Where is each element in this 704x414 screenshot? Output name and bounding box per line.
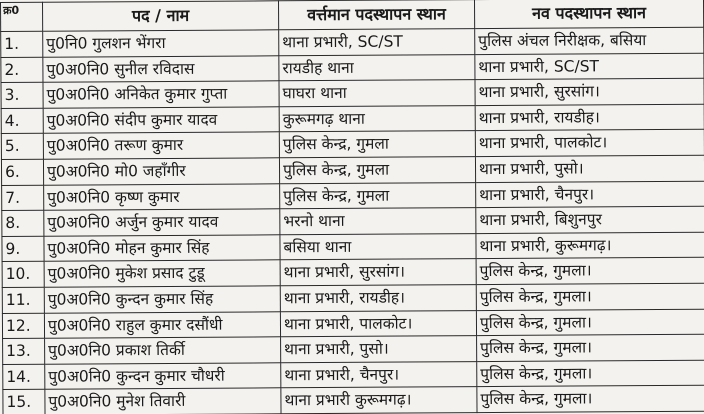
current-posting-cell: भरनो थाना [280, 208, 476, 235]
name-cell: पु0अ0नि0 राहुल कुमार दसौंधी [44, 311, 280, 338]
table-row [2, 232, 704, 262]
serial-cell: 5. [1, 134, 43, 160]
new-posting-cell: थाना प्रभारी, पालकोट। [475, 130, 704, 157]
name-cell: पु0अ0नि0 सुनील रविदास [43, 55, 279, 82]
serial-cell: 7. [2, 185, 44, 211]
current-posting-cell: घाघरा थाना [279, 80, 475, 107]
current-posting-cell: थाना प्रभारी, रायडीह। [280, 285, 476, 312]
serial-cell: 12. [2, 313, 44, 339]
current-posting-cell: रायडीह थाना [279, 54, 475, 81]
table-header-row [1, 0, 704, 31]
name-cell: पु0अ0नि0 मुनेश तिवारी [45, 388, 281, 414]
current-posting-cell: थाना प्रभारी, चैनपुर। [281, 361, 477, 388]
name-cell: पु0अ0नि0 संदीप कुमार यादव [43, 107, 279, 134]
current-posting-cell: थाना प्रभारी, पुसो। [281, 336, 477, 363]
name-cell: पु0अ0नि0 कुन्दन कुमार चौधरी [45, 363, 281, 390]
current-posting-cell: थाना प्रभारी, सुरसांग। [280, 259, 476, 286]
new-posting-cell: पुलिस केन्द्र, गुमला। [476, 258, 704, 285]
serial-cell: 1. [1, 31, 43, 57]
name-cell: पु0नि0 गुलशन भेंगरा [43, 30, 279, 57]
header-name: पद / नाम [43, 1, 279, 31]
name-cell: पु0अ0नि0 मुकेश प्रसाद टुडू [44, 260, 280, 287]
new-posting-cell: थाना प्रभारी, चैनपुर। [476, 181, 704, 208]
current-posting-cell: थाना प्रभारी, SC/ST [279, 29, 475, 56]
table-row [1, 130, 704, 160]
name-cell: पु0अ0नि0 तरूण कुमार [43, 132, 279, 159]
serial-cell: 9. [2, 236, 44, 262]
serial-cell: 3. [1, 82, 43, 108]
serial-cell: 13. [3, 338, 45, 364]
new-posting-cell: पुलिस केन्द्र, गुमला। [477, 360, 704, 387]
serial-cell: 4. [1, 108, 43, 134]
table-row [2, 206, 704, 236]
current-posting-cell: पुलिस केन्द्र, गुमला [279, 157, 475, 184]
serial-cell: 2. [1, 57, 43, 83]
serial-cell: 11. [2, 287, 44, 313]
serial-cell: 15. [3, 390, 45, 414]
name-cell: पु0अ0नि0 मो0 जहाँगीर [43, 158, 279, 185]
new-posting-cell: थाना प्रभारी, SC/ST [475, 53, 704, 80]
serial-cell: 14. [3, 364, 45, 390]
table-row [1, 104, 704, 134]
new-posting-cell: पुलिस केन्द्र, गुमला। [477, 334, 704, 361]
new-posting-cell: पुलिस केन्द्र, गुमला। [477, 386, 704, 413]
table-row [1, 78, 704, 108]
new-posting-cell: थाना प्रभारी, कुरूमगढ़। [476, 232, 704, 259]
header-current-posting: वर्त्तमान पदस्थापन स्थान [278, 0, 474, 30]
table-row [1, 53, 704, 83]
serial-cell: 10. [2, 262, 44, 288]
current-posting-cell: बसिया थाना [280, 233, 476, 260]
current-posting-cell: कुरूमगढ़ थाना [279, 105, 475, 132]
name-cell: पु0अ0नि0 कृष्ण कुमार [44, 183, 280, 210]
name-cell: पु0अ0नि0 अर्जुन कुमार यादव [44, 209, 280, 236]
serial-cell: 6. [1, 159, 43, 185]
name-cell: पु0अ0नि0 प्रकाश तिर्की [45, 337, 281, 364]
new-posting-cell: पुलिस केन्द्र, गुमला। [476, 309, 704, 336]
header-serial: क्र0 [1, 2, 43, 31]
current-posting-cell: पुलिस केन्द्र, गुमला [279, 131, 475, 158]
table-body [1, 27, 704, 414]
name-cell: पु0अ0नि0 मोहन कुमार सिंह [44, 235, 280, 262]
serial-cell: 8. [2, 210, 44, 236]
current-posting-cell: थाना प्रभारी, पालकोट। [280, 310, 476, 337]
new-posting-cell: थाना प्रभारी, सुरसांग। [475, 78, 704, 105]
new-posting-cell: थाना प्रभारी, बिशुनपुर [476, 206, 704, 233]
name-cell: पु0अ0नि0 कुन्दन कुमार सिंह [44, 286, 280, 313]
table-row [3, 386, 704, 414]
new-posting-cell: पुलिस अंचल निरीक्षक, बसिया [475, 27, 704, 54]
current-posting-cell: थाना प्रभारी कुरूमगढ़। [281, 387, 477, 414]
current-posting-cell: पुलिस केन्द्र, गुमला [280, 182, 476, 209]
table-row [1, 27, 704, 57]
header-new-posting: नव पदस्थापन स्थान [474, 0, 703, 29]
new-posting-cell: थाना प्रभारी, पुसो। [475, 155, 704, 182]
new-posting-cell: पुलिस केन्द्र, गुमला। [476, 283, 704, 310]
name-cell: पु0अ0नि0 अनिकेत कुमार गुप्ता [43, 81, 279, 108]
new-posting-cell: थाना प्रभारी, रायडीह। [475, 104, 704, 131]
